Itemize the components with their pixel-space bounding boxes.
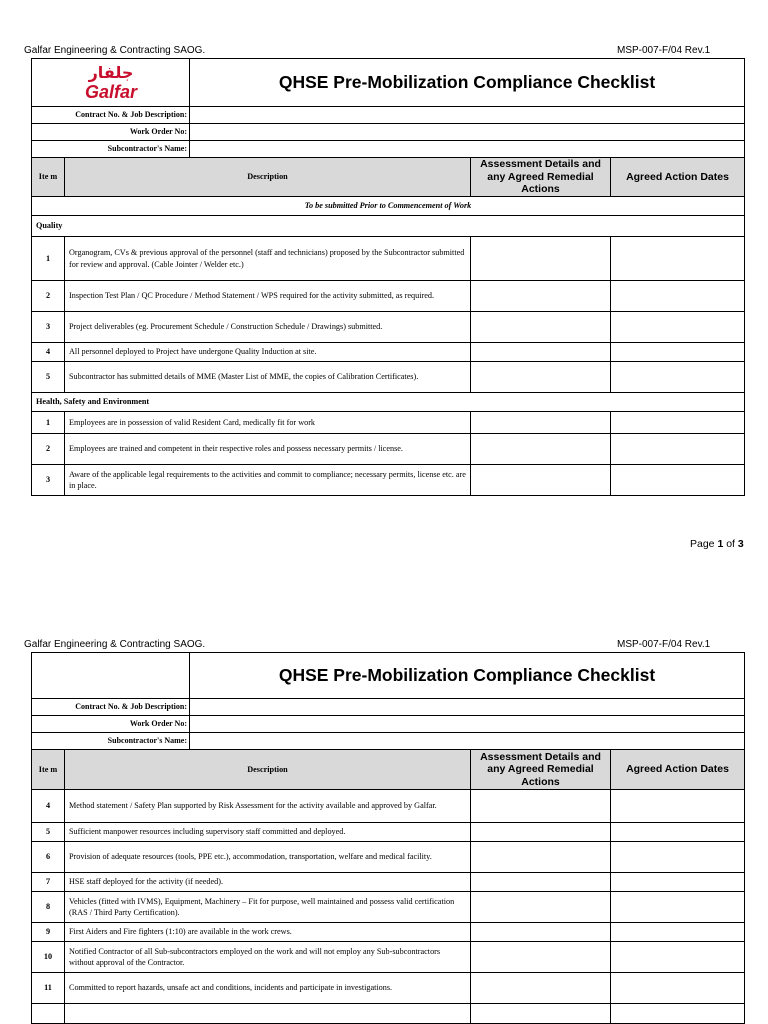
item-number: 1 <box>32 412 65 434</box>
subcontractor-label: Subcontractor's Name: <box>32 141 190 158</box>
subcontractor-label: Subcontractor's Name: <box>32 733 190 750</box>
assessment-cell[interactable] <box>471 434 611 465</box>
action-date-cell[interactable] <box>611 465 745 496</box>
action-date-cell[interactable] <box>611 823 745 842</box>
item-number: 8 <box>32 892 65 923</box>
column-header-dates: Agreed Action Dates <box>611 750 745 790</box>
item-description: All personnel deployed to Project have undergone Quality Induction at site. <box>65 343 471 362</box>
assessment-cell[interactable] <box>471 362 611 393</box>
svg-text:جلفار: جلفار <box>88 62 133 82</box>
item-number: 4 <box>32 790 65 823</box>
assessment-cell[interactable] <box>471 237 611 281</box>
assessment-cell[interactable] <box>471 281 611 312</box>
subcontractor-field[interactable] <box>190 733 745 750</box>
action-date-cell[interactable] <box>611 434 745 465</box>
page-number: Page 1 of 3 <box>690 538 744 550</box>
action-date-cell[interactable] <box>611 412 745 434</box>
assessment-cell[interactable] <box>471 465 611 496</box>
column-header-item: Ite m <box>32 750 65 790</box>
assessment-cell[interactable] <box>471 823 611 842</box>
section-title-quality: Quality <box>32 216 745 237</box>
assessment-cell[interactable] <box>471 973 611 1004</box>
item-number: 2 <box>32 434 65 465</box>
item-number: 7 <box>32 873 65 892</box>
item-number: 4 <box>32 343 65 362</box>
action-date-cell[interactable] <box>611 281 745 312</box>
action-date-cell[interactable] <box>611 790 745 823</box>
document-reference: MSP-007-F/04 Rev.1 <box>617 639 711 650</box>
checklist-table <box>31 652 745 1024</box>
galfar-logo <box>32 59 190 107</box>
item-description: Employees are trained and competent in their respective roles and possess necessary permits / license. <box>65 434 471 465</box>
item-description: Subcontractor has submitted details of MME (Master List of MME, the copies of Calibration Certificates). <box>65 362 471 393</box>
assessment-cell[interactable] <box>471 942 611 973</box>
item-number: 6 <box>32 842 65 873</box>
action-date-cell[interactable] <box>611 237 745 281</box>
action-date-cell[interactable] <box>611 942 745 973</box>
item-description: Project deliverables (eg. Procurement Schedule / Construction Schedule / Drawings) submitted. <box>65 312 471 343</box>
item-description: Provision of adequate resources (tools, PPE etc.), accommodation, transportation, welfare and medical facility. <box>65 842 471 873</box>
item-description: Organogram, CVs & previous approval of the personnel (staff and technicians) proposed by the Subcontractor submitted for review and approval. (Cable Jointer / Welder etc.) <box>65 237 471 281</box>
assessment-cell[interactable] <box>471 892 611 923</box>
form-title: QHSE Pre-Mobilization Compliance Checklist <box>190 653 745 699</box>
assessment-cell[interactable] <box>471 1004 611 1024</box>
contract-label: Contract No. & Job Description: <box>32 699 190 716</box>
item-number: 2 <box>32 281 65 312</box>
prior-note: To be submitted Prior to Commencement of Work <box>32 197 745 216</box>
item-number: 3 <box>32 312 65 343</box>
action-date-cell[interactable] <box>611 873 745 892</box>
action-date-cell[interactable] <box>611 1004 745 1024</box>
action-date-cell[interactable] <box>611 343 745 362</box>
checklist-table <box>31 58 745 496</box>
svg-text:Galfar: Galfar <box>84 81 137 101</box>
item-description-cutoff <box>65 1004 471 1024</box>
item-description: Aware of the applicable legal requirements to the activities and commit to compliance; necessary permits, license etc. are in place. <box>65 465 471 496</box>
item-number: 9 <box>32 923 65 942</box>
item-number: 3 <box>32 465 65 496</box>
company-name: Galfar Engineering & Contracting SAOG. <box>24 45 206 56</box>
assessment-cell[interactable] <box>471 412 611 434</box>
assessment-cell[interactable] <box>471 923 611 942</box>
action-date-cell[interactable] <box>611 892 745 923</box>
item-number-cutoff <box>32 1004 65 1024</box>
form-title: QHSE Pre-Mobilization Compliance Checklist <box>190 59 745 107</box>
item-description: Sufficient manpower resources including supervisory staff committed and deployed. <box>65 823 471 842</box>
work-order-label: Work Order No: <box>32 124 190 141</box>
contract-field[interactable] <box>190 107 745 124</box>
assessment-cell[interactable] <box>471 842 611 873</box>
action-date-cell[interactable] <box>611 842 745 873</box>
subcontractor-field[interactable] <box>190 141 745 158</box>
logo-cell-empty <box>32 653 190 699</box>
item-number: 1 <box>32 237 65 281</box>
column-header-description: Description <box>65 750 471 790</box>
action-date-cell[interactable] <box>611 973 745 1004</box>
item-description: First Aiders and Fire fighters (1:10) are available in the work crews. <box>65 923 471 942</box>
action-date-cell[interactable] <box>611 312 745 343</box>
work-order-field[interactable] <box>190 716 745 733</box>
column-header-assessment: Assessment Details and any Agreed Remedial Actions <box>471 158 611 197</box>
assessment-cell[interactable] <box>471 312 611 343</box>
item-description: Employees are in possession of valid Resident Card, medically fit for work <box>65 412 471 434</box>
column-header-item: Ite m <box>32 158 65 197</box>
action-date-cell[interactable] <box>611 362 745 393</box>
item-number: 5 <box>32 362 65 393</box>
column-header-dates: Agreed Action Dates <box>611 158 745 197</box>
contract-field[interactable] <box>190 699 745 716</box>
work-order-field[interactable] <box>190 124 745 141</box>
assessment-cell[interactable] <box>471 343 611 362</box>
column-header-assessment: Assessment Details and any Agreed Remedial Actions <box>471 750 611 790</box>
column-header-description: Description <box>65 158 471 197</box>
item-number: 10 <box>32 942 65 973</box>
section-title-hse: Health, Safety and Environment <box>32 393 745 412</box>
item-description: HSE staff deployed for the activity (if needed). <box>65 873 471 892</box>
item-number: 5 <box>32 823 65 842</box>
item-number: 11 <box>32 973 65 1004</box>
assessment-cell[interactable] <box>471 790 611 823</box>
assessment-cell[interactable] <box>471 873 611 892</box>
company-name: Galfar Engineering & Contracting SAOG. <box>24 639 206 650</box>
item-description: Committed to report hazards, unsafe act and conditions, incidents and participate in investigations. <box>65 973 471 1004</box>
document-reference: MSP-007-F/04 Rev.1 <box>617 45 711 56</box>
work-order-label: Work Order No: <box>32 716 190 733</box>
action-date-cell[interactable] <box>611 923 745 942</box>
item-description: Method statement / Safety Plan supported by Risk Assessment for the activity available and approved by Galfar. <box>65 790 471 823</box>
contract-label: Contract No. & Job Description: <box>32 107 190 124</box>
item-description: Vehicles (fitted with IVMS), Equipment, Machinery – Fit for purpose, well maintained and possess valid certification (RAS / Third Party Certification). <box>65 892 471 923</box>
item-description: Notified Contractor of all Sub-subcontractors employed on the work and will not employ any Sub-subcontractors without approval of the Contractor. <box>65 942 471 973</box>
item-description: Inspection Test Plan / QC Procedure / Method Statement / WPS required for the activity submitted, as required. <box>65 281 471 312</box>
